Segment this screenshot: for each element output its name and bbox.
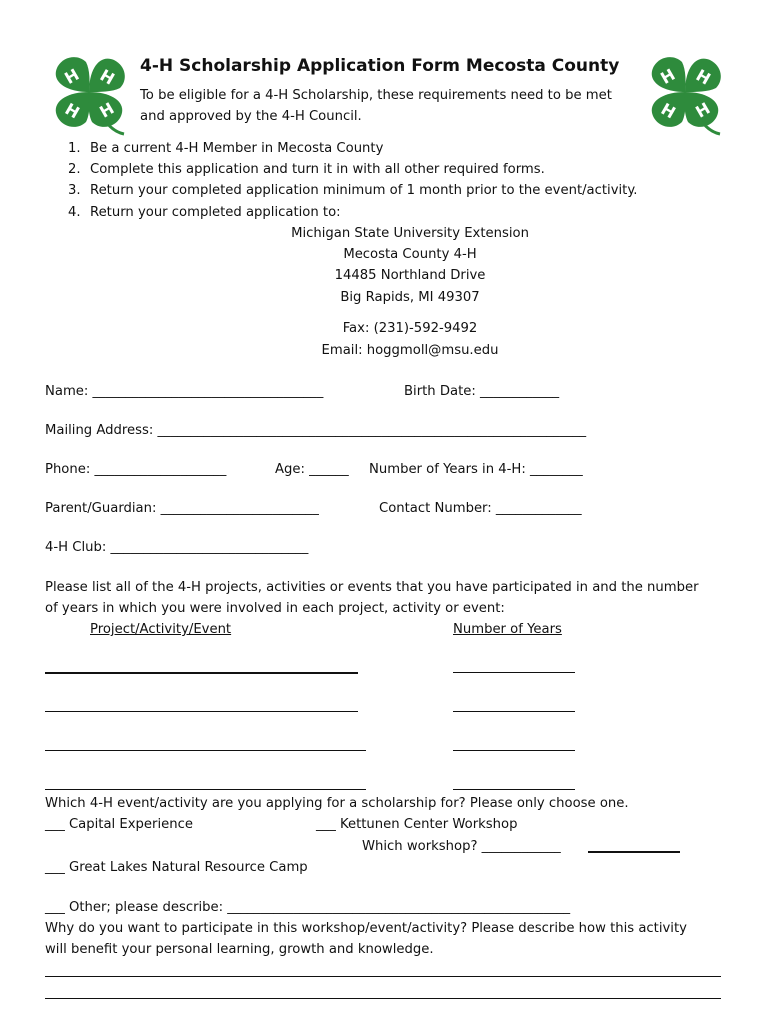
project-entry-line-2[interactable] [45,711,358,712]
project-column-header: Project/Activity/Event [90,622,232,637]
parent-guardian-field[interactable]: Parent/Guardian: ________________________ [45,501,319,516]
address-line-2: Mecosta County 4-H [343,247,477,262]
birth-date-field[interactable]: Birth Date: ____________ [404,384,560,399]
other-option[interactable]: ___ Other; please describe: ____________________________________________________ [45,900,571,915]
event-question: Which 4-H event/activity are you applying for a scholarship for? Please only choose one. [45,796,629,811]
why-answer-line-2[interactable] [45,998,721,999]
great-lakes-camp-option[interactable]: ___ Great Lakes Natural Resource Camp [45,860,308,875]
age-field[interactable]: Age: ______ [275,462,349,477]
years-entry-line-1[interactable] [453,672,575,673]
project-entry-line-3[interactable] [45,750,366,751]
requirement-1: 1. Be a current 4-H Member in Mecosta County [68,141,384,156]
project-entry-line-4[interactable] [45,789,366,790]
capital-experience-option[interactable]: ___ Capital Experience [45,817,193,832]
address-line-1: Michigan State University Extension [291,226,529,241]
years-entry-line-2[interactable] [453,711,575,712]
svg-text:H: H [61,64,83,88]
phone-field[interactable]: Phone: ____________________ [45,462,227,477]
years-column-header: Number of Years [453,622,562,637]
mailing-address-field[interactable]: Mailing Address: _________________________________________________________________ [45,423,587,438]
requirement-4: 4. Return your completed application to: [68,205,341,220]
which-workshop-field[interactable]: Which workshop? ____________ [362,839,561,854]
which-workshop-line[interactable] [588,851,680,853]
svg-text:H: H [657,99,679,123]
address-line-4: Big Rapids, MI 49307 [340,290,480,305]
4h-clover-logo-right [640,48,730,138]
email-address: Email: hoggmoll@msu.edu [321,343,499,358]
4h-clover-logo-left [44,48,134,138]
svg-text:H: H [96,98,118,122]
why-answer-line-1[interactable] [45,976,721,977]
name-field[interactable]: Name: ___________________________________ [45,384,324,399]
fax-number: Fax: (231)-592-9492 [342,321,478,336]
svg-text:H: H [61,99,83,123]
requirement-2: 2. Complete this application and turn it in with all other required forms. [68,162,545,177]
projects-prompt-line-1: Please list all of the 4-H projects, activities or events that you have participated in and the number [45,580,699,595]
svg-text:H: H [692,65,714,89]
requirement-3: 3. Return your completed application minimum of 1 month prior to the event/activity. [68,183,638,198]
why-question-line-2: will benefit your personal learning, growth and knowledge. [45,942,434,957]
projects-prompt-line-2: of years in which you were involved in each project, activity or event: [45,601,505,616]
why-question-line-1: Why do you want to participate in this workshop/event/activity? Please describe how this activity [45,921,687,936]
years-entry-line-3[interactable] [453,750,575,751]
address-line-3: 14485 Northland Drive [334,268,486,283]
svg-text:H: H [692,98,714,122]
intro-line-1: To be eligible for a 4-H Scholarship, these requirements need to be met [140,88,612,103]
svg-text:H: H [96,65,118,89]
project-entry-line-1[interactable] [45,672,358,674]
svg-text:H: H [657,64,679,88]
years-entry-line-4[interactable] [453,789,575,790]
kettunen-workshop-option[interactable]: ___ Kettunen Center Workshop [316,817,518,832]
contact-number-field[interactable]: Contact Number: _____________ [379,501,582,516]
intro-line-2: and approved by the 4-H Council. [140,109,362,124]
4h-club-field[interactable]: 4-H Club: ______________________________ [45,540,309,555]
years-in-4h-field[interactable]: Number of Years in 4-H: ________ [369,462,583,477]
form-title: 4-H Scholarship Application Form Mecosta County [140,56,620,76]
